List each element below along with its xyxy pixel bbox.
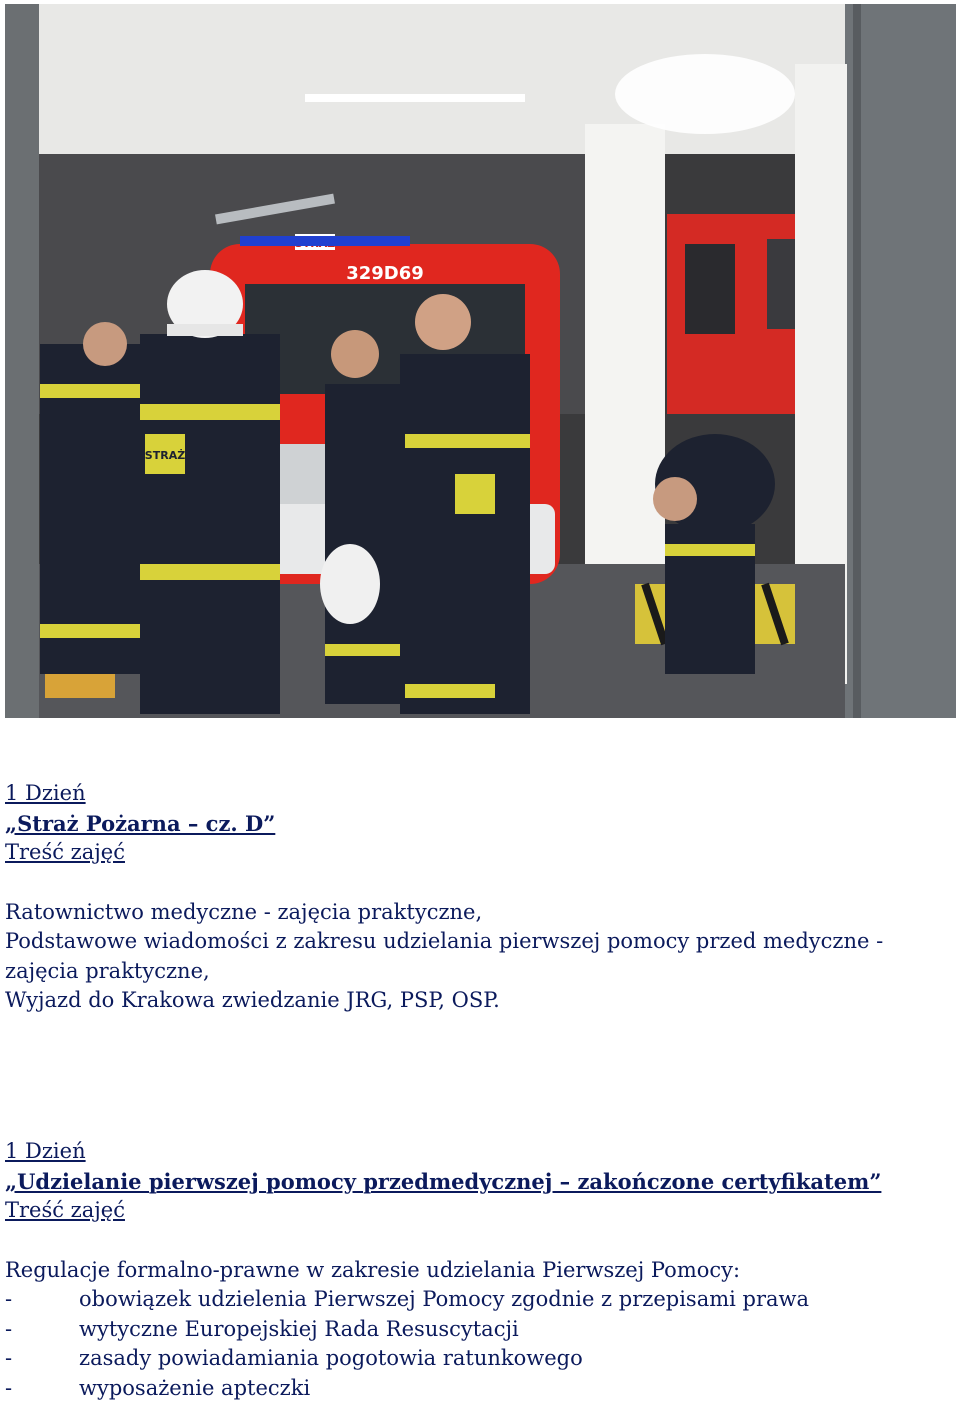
firefighter-helmet xyxy=(140,270,280,714)
day-heading: 1 Dzień xyxy=(5,781,86,805)
content-heading: Treść zajęć xyxy=(5,840,125,864)
bullet-marker: - xyxy=(5,1316,13,1341)
list-item-text: obowiązek udzielenia Pierwszej Pomocy zgodnie z przepisami prawa xyxy=(79,1287,810,1311)
content-line: Podstawowe wiadomości z zakresu udzielania pierwszej pomocy przed medyczne - xyxy=(5,929,884,953)
list-item-text: wytyczne Europejskiej Rada Resuscytacji xyxy=(79,1316,519,1341)
list-item xyxy=(5,1374,955,1403)
list-item xyxy=(5,1315,955,1345)
intro-line: Regulacje formalno-prawne w zakresie udzielania Pierwszej Pomocy: xyxy=(5,1257,741,1282)
jacket-label: STRAŻ xyxy=(144,449,186,462)
section-straz-pozarna xyxy=(5,779,955,1016)
section-pierwsza-pomoc xyxy=(5,1137,955,1403)
bullet-marker: - xyxy=(5,1375,13,1400)
course-title: „Straż Pożarna – cz. D” xyxy=(5,810,276,836)
bullet-marker: - xyxy=(5,1287,13,1311)
content-line: zajęcia praktyczne, xyxy=(5,958,210,983)
list-item-text: zasady powiadamiania pogotowia ratunkowego xyxy=(79,1346,583,1370)
course-title: „Udzielanie pierwszej pomocy przedmedycznej – zakończone certyfikatem” xyxy=(5,1168,882,1194)
bullet-marker: - xyxy=(5,1346,13,1370)
content-line: Ratownictwo medyczne - zajęcia praktyczne, xyxy=(5,899,483,924)
firefighter-left xyxy=(40,322,140,698)
firefighter-right-standing xyxy=(400,294,530,714)
photo-fire-station xyxy=(5,4,956,718)
truck-light-bar xyxy=(240,236,410,246)
firefighter-center xyxy=(320,330,405,704)
photo-illustration xyxy=(5,4,956,718)
content-heading: Treść zajęć xyxy=(5,1198,125,1222)
list-item xyxy=(5,1285,955,1315)
day-heading: 1 Dzień xyxy=(5,1139,86,1163)
truck-number: 329D69 xyxy=(346,263,424,284)
list-item xyxy=(5,1344,955,1374)
content-line: Wyjazd do Krakowa zwiedzanie JRG, PSP, OSP. xyxy=(5,988,500,1012)
list-item-text: wyposażenie apteczki xyxy=(79,1375,311,1400)
